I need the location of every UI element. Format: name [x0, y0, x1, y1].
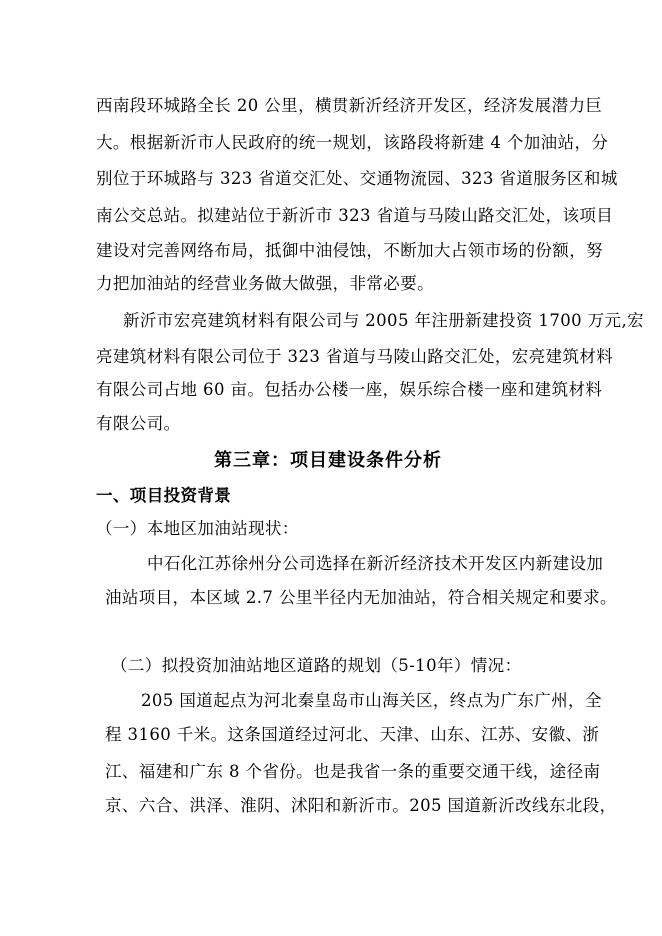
- paragraph-line: 油站项目，本区域 2.7 公里半径内无加油站，符合相关规定和要求。: [105, 588, 617, 607]
- paragraph-line: 力把加油站的经营业务做大做强，非常必要。: [96, 274, 434, 293]
- paragraph-line: 京、六合、洪泽、淮阴、沭阳和新沂市。205 国道新沂改线东北段，: [105, 796, 617, 815]
- paragraph-line: 亮建筑材料有限公司位于 323 省道与马陵山路交汇处，宏亮建筑材料: [96, 347, 614, 366]
- chapter-title: 第三章：项目建设条件分析: [214, 450, 442, 471]
- paragraph-line: 205 国道起点为河北秦皇岛市山海关区，终点为广东广州，全: [141, 691, 602, 710]
- paragraph-line: 别位于环城路与 323 省道交汇处、交通物流园、323 省道服务区和城: [96, 169, 618, 188]
- paragraph-line: 程 3160 千米。这条国道经过河北、天津、山东、江苏、安徽、浙: [105, 725, 600, 744]
- paragraph-line: 南公交总站。拟建站位于新沂市 323 省道与马陵山路交汇处，该项目: [96, 206, 614, 225]
- paragraph-line: 建设对完善网络布局，抵御中油侵蚀，不断加大占领市场的份额，努: [96, 241, 603, 260]
- subsection-title: （二）拟投资加油站地区道路的规划（5-10年）情况：: [111, 656, 522, 675]
- paragraph-line: 新沂市宏亮建筑材料有限公司与 2005 年注册新建投资 1700 万元,宏: [123, 311, 645, 330]
- subsection-title: （一）本地区加油站现状：: [96, 519, 299, 538]
- paragraph-line: 江、福建和广东 8 个省份。也是我省一条的重要交通干线，途径南: [105, 762, 601, 781]
- paragraph-line: 有限公司占地 60 亩。包括办公楼一座，娱乐综合楼一座和建筑材料: [96, 380, 603, 399]
- paragraph-line: 大。根据新沂市人民政府的统一规划，该路段将新建 4 个加油站，分: [96, 133, 609, 152]
- section-title: 一、项目投资背景: [96, 486, 232, 505]
- paragraph-line: 有限公司。: [96, 414, 181, 433]
- paragraph-line: 中石化江苏徐州分公司选择在新沂经济技术开发区内新建设加: [147, 554, 604, 573]
- paragraph-line: 西南段环城路全长 20 公里，横贯新沂经济开发区，经济发展潜力巨: [96, 96, 603, 115]
